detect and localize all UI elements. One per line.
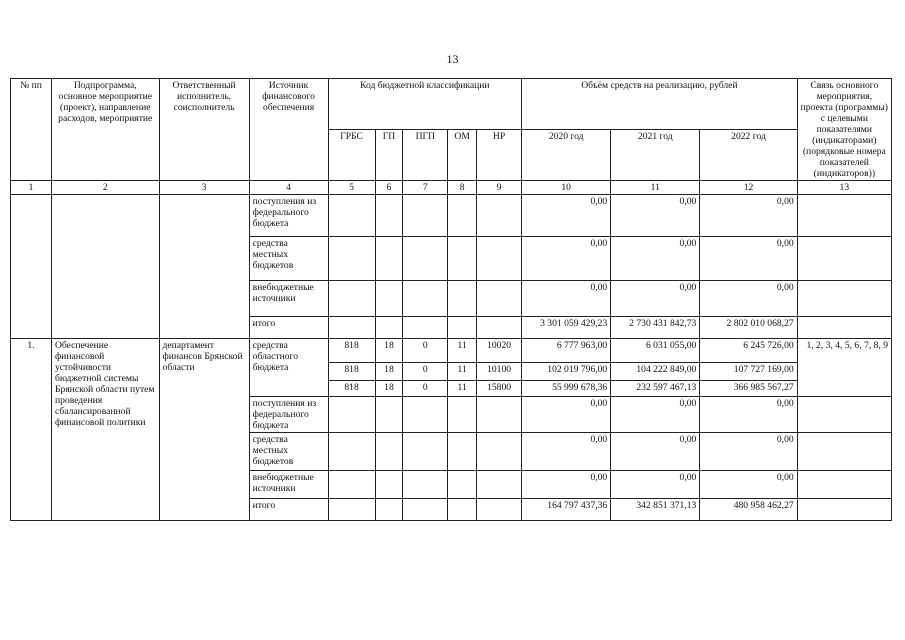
header-volume-group: Объём средств на реализацию, рублей (522, 79, 798, 130)
value-2020: 0,00 (522, 281, 611, 317)
indicator-links: 1, 2, 3, 4, 5, 6, 7, 8, 9 (797, 339, 891, 397)
total-label: итого (249, 499, 328, 521)
total-2020: 3 301 059 429,23 (522, 317, 611, 339)
column-number: 4 (249, 181, 328, 195)
header-code-gp: ГП (375, 130, 403, 181)
value-2021: 104 222 849,00 (611, 363, 700, 381)
header-code-pgp: ПГП (403, 130, 448, 181)
total-2022: 480 958 462,27 (700, 499, 797, 521)
header-link: Связь основного мероприятия, проекта (программы) с целевыми показателями (индикаторами) (порядковые номера показателей (индикаторов)) (797, 79, 891, 181)
total-label: итого (249, 317, 328, 339)
prev-name-cell (51, 195, 159, 339)
header-code-group: Код бюджетной классификации (328, 79, 522, 130)
header-code-om: ОМ (448, 130, 477, 181)
code-pgp: 0 (403, 381, 448, 397)
total-2021: 342 851 371,13 (611, 499, 700, 521)
value-2020: 55 999 678,36 (522, 381, 611, 397)
executor-name: департамент финансов Брянской области (159, 339, 249, 521)
value-2022: 0,00 (700, 471, 797, 499)
code-gp: 18 (375, 339, 403, 363)
value-2020: 0,00 (522, 433, 611, 471)
value-2021: 232 597 467,13 (611, 381, 700, 397)
row-number: 1. (11, 339, 52, 521)
header-executor: Ответственный исполнитель, соисполнитель (159, 79, 249, 181)
column-number: 3 (159, 181, 249, 195)
value-2022: 6 245 726,00 (700, 339, 797, 363)
code-om: 11 (448, 339, 477, 363)
column-number: 10 (522, 181, 611, 195)
measure-name: Обеспечение финансовой устойчивости бюджетной системы Брянской области путем проведения сбалансированной финансовой политики (51, 339, 159, 521)
column-number: 6 (375, 181, 403, 195)
source-label: внебюджетные источники (249, 471, 328, 499)
table-row (11, 339, 892, 363)
source-label: поступления из федерального бюджета (249, 397, 328, 433)
page-number: 13 (446, 52, 459, 66)
budget-table (10, 78, 892, 521)
code-grbs: 818 (328, 381, 375, 397)
source-label: поступления из федерального бюджета (249, 195, 328, 237)
value-2022: 0,00 (700, 433, 797, 471)
source-label: средства областного бюджета (249, 339, 328, 397)
header-year-2020: 2020 год (522, 130, 611, 181)
total-2020: 164 797 437,36 (522, 499, 611, 521)
column-number: 1 (11, 181, 52, 195)
value-2020: 0,00 (522, 397, 611, 433)
value-2022: 366 985 567,27 (700, 381, 797, 397)
code-pgp: 0 (403, 363, 448, 381)
header-num: № пп (11, 79, 52, 181)
header-source: Источник финансового обеспечения (249, 79, 328, 181)
header-code-nr: НР (477, 130, 522, 181)
column-number: 13 (797, 181, 891, 195)
value-2022: 0,00 (700, 281, 797, 317)
column-number: 7 (403, 181, 448, 195)
source-label: средства местных бюджетов (249, 237, 328, 281)
total-2021: 2 730 431 842,73 (611, 317, 700, 339)
source-label: внебюджетные источники (249, 281, 328, 317)
value-2021: 0,00 (611, 195, 700, 237)
value-2020: 0,00 (522, 237, 611, 281)
code-grbs: 818 (328, 363, 375, 381)
header-subprogram: Подпрограмма, основное мероприятие (проект), направление расходов, мероприятие (51, 79, 159, 181)
column-number: 11 (611, 181, 700, 195)
value-2021: 0,00 (611, 237, 700, 281)
header-code-grbs: ГРБС (328, 130, 375, 181)
column-number: 8 (448, 181, 477, 195)
column-number: 12 (700, 181, 797, 195)
total-2022: 2 802 010 068,27 (700, 317, 797, 339)
code-grbs: 818 (328, 339, 375, 363)
prev-num-cell (11, 195, 52, 339)
value-2021: 0,00 (611, 397, 700, 433)
table-row (11, 195, 892, 237)
value-2021: 6 031 055,00 (611, 339, 700, 363)
value-2022: 0,00 (700, 237, 797, 281)
value-2021: 0,00 (611, 433, 700, 471)
value-2022: 0,00 (700, 397, 797, 433)
header-year-2022: 2022 год (700, 130, 797, 181)
header-year-2021: 2021 год (611, 130, 700, 181)
code-om: 11 (448, 363, 477, 381)
value-2021: 0,00 (611, 281, 700, 317)
column-number-row (11, 181, 892, 195)
value-2020: 0,00 (522, 195, 611, 237)
column-number: 5 (328, 181, 375, 195)
value-2021: 0,00 (611, 471, 700, 499)
value-2020: 6 777 963,00 (522, 339, 611, 363)
value-2020: 102 019 796,00 (522, 363, 611, 381)
code-pgp: 0 (403, 339, 448, 363)
source-label: средства местных бюджетов (249, 433, 328, 471)
code-gp: 18 (375, 363, 403, 381)
code-nr: 10020 (477, 339, 522, 363)
column-number: 2 (51, 181, 159, 195)
code-gp: 18 (375, 381, 403, 397)
code-om: 11 (448, 381, 477, 397)
value-2022: 0,00 (700, 195, 797, 237)
value-2022: 107 727 169,00 (700, 363, 797, 381)
column-number: 9 (477, 181, 522, 195)
value-2020: 0,00 (522, 471, 611, 499)
prev-executor-cell (159, 195, 249, 339)
code-nr: 15800 (477, 381, 522, 397)
code-nr: 10100 (477, 363, 522, 381)
